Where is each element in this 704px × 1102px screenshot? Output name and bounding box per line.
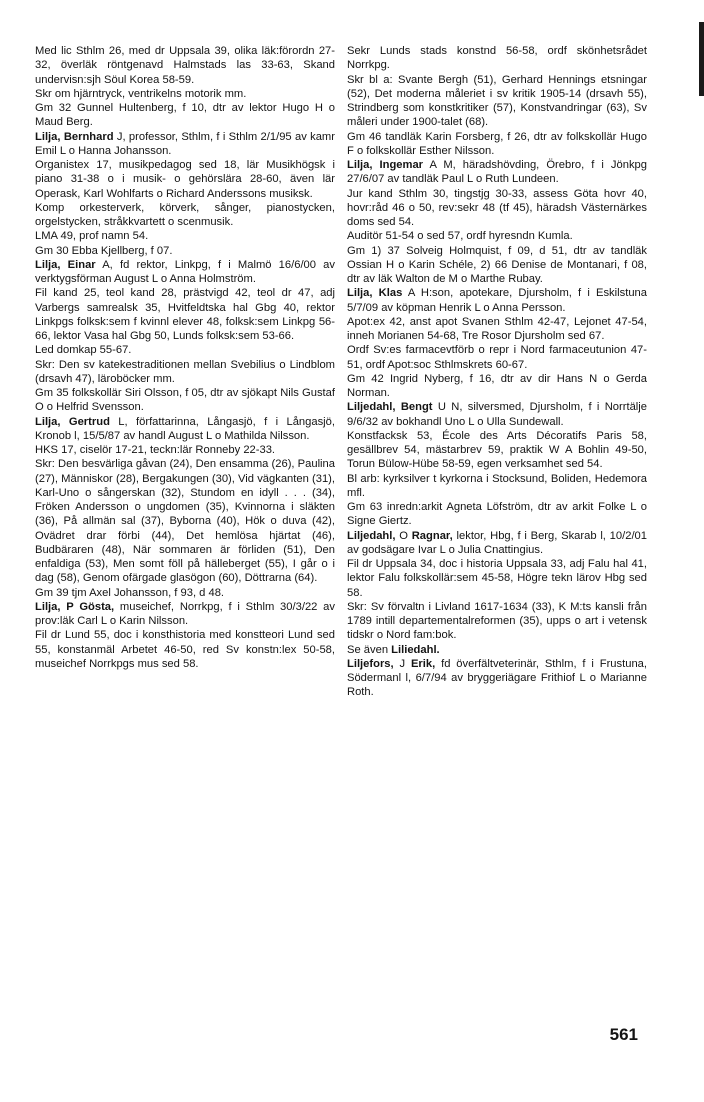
entry-text: Komp orkesterverk, körverk, sånger, pianostycken, orgelstycken, stråkkvartett o scenmusik. bbox=[35, 201, 335, 228]
person-entry bbox=[35, 130, 335, 159]
entry-text: Apot:ex 42, anst apot Svanen Sthlm 42-47, Lejonet 47-54, inneh Morianen 54-68, Tre Rosor Djursholm sed 67. bbox=[347, 315, 647, 342]
entry-text: U N, silversmed, Djursholm, f i Norrtälje 9/6/32 av bokhandl Uno L o Ulla Sundewall. bbox=[347, 401, 647, 428]
entry-line bbox=[35, 457, 335, 585]
entry-text: O bbox=[395, 529, 412, 542]
entry-text: J bbox=[393, 657, 411, 670]
person-entry bbox=[347, 400, 647, 429]
entry-text: Skr: Den sv katekestraditionen mellan Svebilius o Lindblom (drsavh 47), läroböcker mm. bbox=[35, 358, 335, 385]
entry-text: Skr: Sv förvaltn i Livland 1617-1634 (33), K M:ts kansli från 1789 intill departementalreformen (35), upps o art i vetensk tidskr o Nord fam:bok. bbox=[347, 600, 647, 642]
person-entry bbox=[347, 158, 647, 187]
entry-line bbox=[35, 201, 335, 230]
person-entry bbox=[347, 529, 647, 558]
entry-line bbox=[347, 130, 647, 159]
right-column bbox=[347, 44, 647, 700]
entry-text: Gm 63 inredn:arkit Agneta Löfström, dtr av arkit Folke L o Signe Giertz. bbox=[347, 501, 647, 528]
entry-line bbox=[347, 472, 647, 501]
entry-name: Ragnar, bbox=[411, 529, 453, 542]
entry-text: Led domkap 55-67. bbox=[35, 344, 132, 357]
entry-line bbox=[347, 244, 647, 287]
entry-name: Liljefors, bbox=[347, 657, 394, 670]
entry-line bbox=[35, 443, 335, 457]
entry-line bbox=[35, 586, 335, 600]
entry-line bbox=[347, 44, 647, 73]
entry-text: Gm 35 folkskollär Siri Olsson, f 05, dtr av sjökapt Nils Gustaf O o Helfrid Svensson. bbox=[35, 387, 335, 414]
entry-line bbox=[35, 358, 335, 387]
entry-text: A H:son, apotekare, Djursholm, f i Eskilstuna 5/7/09 av köpman Henrik L o Anna Persson. bbox=[347, 287, 647, 314]
entry-text: Gm 42 Ingrid Nyberg, f 16, dtr av dir Hans N o Gerda Norman. bbox=[347, 372, 647, 399]
entry-text: Gm 1) 37 Solveig Holmquist, f 09, d 51, dtr av tandläk Ossian H o Karin Schéle, 2) 66 Denise de Montanari, f 08, dtr av läk Walton de M o Marthe Rubay. bbox=[347, 244, 647, 285]
entry-line bbox=[35, 229, 335, 243]
entry-name: Lilja, Gertrud bbox=[35, 415, 110, 428]
entry-text: Organistex 17, musikpedagog sed 18, lär Musikhögsk i piano 31-38 o i musik- o gehörslära 28-60, även lär Operask, Karl Wohlfarts o Richard Anderssons musiksk. bbox=[35, 159, 335, 200]
entry-line bbox=[347, 315, 647, 344]
page-number: 561 bbox=[609, 1025, 638, 1044]
person-entry bbox=[347, 643, 647, 657]
entry-name: Lilja, Ingemar bbox=[347, 159, 424, 171]
entry-line bbox=[347, 73, 647, 130]
entry-text: lektor, Hbg, f i Berg, Skarab l, 10/2/01 av godsägare Ivar L o Julia Cnattingius. bbox=[347, 529, 647, 556]
entry-text: Jur kand Sthlm 30, tingstjg 30-33, assess Göta hovr 40, hovr:råd 46 o 50, rev:sekr 48 (tf 45), häradsh Västernärkes doms sed 54. bbox=[347, 187, 647, 228]
entry-line bbox=[347, 187, 647, 230]
entry-line bbox=[347, 343, 647, 372]
entry-name: Lilja, Bernhard bbox=[35, 130, 114, 143]
left-column bbox=[35, 44, 335, 671]
entry-line bbox=[35, 286, 335, 343]
entry-text: J, professor, Sthlm, f i Sthlm 2/1/95 av kamr Emil L o Hanna Johansson. bbox=[35, 130, 335, 157]
entry-text: L, författarinna, Långasjö, f i Långasjö, Kronob l, 15/5/87 av handl August L o Mathilda Nilsson. bbox=[35, 415, 336, 442]
entry-text: museichef, Norrkpg, f i Sthlm 30/3/22 av prov:läk Carl L o Karin Nilsson. bbox=[35, 600, 335, 627]
entry-line bbox=[35, 101, 335, 130]
entry-line bbox=[347, 429, 647, 472]
entry-text: HKS 17, ciselör 17-21, teckn:lär Ronneby 22-33. bbox=[35, 444, 276, 456]
page-edge-marker bbox=[699, 22, 704, 96]
entry-text: Gm 46 tandläk Karin Forsberg, f 26, dtr av folkskollär Hugo F o folkskollär Esther Nilsson. bbox=[347, 130, 647, 157]
entry-text: Konstfacksk 53, École des Arts Décoratifs Paris 58, gesällbrev 54, mästarbrev 59, praktik W A Bohlin 49-50, Torun Bülow-Hübe 58-59, egen verksamhet sed 54. bbox=[347, 429, 647, 471]
person-entry bbox=[347, 657, 647, 700]
entry-line bbox=[35, 44, 335, 87]
entry-line bbox=[347, 500, 647, 529]
entry-name: Lilja, P Gösta, bbox=[35, 600, 115, 613]
entry-text: A, fd rektor, Linkpg, f i Malmö 16/6/00 av verktygsförman August L o Anna Holmström. bbox=[35, 258, 335, 285]
entry-text: A M, häradshövding, Örebro, f i Jönkpg 27/6/07 av tandläk Paul L o Ruth Lundeen. bbox=[347, 159, 647, 186]
entry-line bbox=[35, 87, 335, 101]
entry-line bbox=[35, 343, 335, 357]
entry-text: Ordf Sv:es farmacevtförb o repr i Nord farmaceutunion 47-51, ordf Apot:soc Sthlmskrets 60-67. bbox=[347, 344, 647, 371]
person-entry bbox=[35, 258, 335, 287]
entry-text: Bl arb: kyrksilver t kyrkorna i Stocksund, Boliden, Hedemora mfl. bbox=[347, 472, 647, 499]
entry-text: Fil kand 25, teol kand 28, prästvigd 42, teol dr 47, adj Varbergs samrealsk 35, Hvitfeldtska hal Gbg 40, rektor Linkpgs folksk:sem f kvinnl elever 48, folksk:sem Linkpg 56-66, lektor Vasa hal Gbg 50, Lunds folksk:sem 53-66. bbox=[35, 287, 335, 342]
entry-line bbox=[35, 158, 335, 201]
entry-text: LMA 49, prof namn 54. bbox=[35, 230, 149, 243]
entry-name: Liljedahl, Bengt bbox=[347, 401, 433, 414]
entry-line bbox=[347, 372, 647, 401]
entry-name: Liliedahl. bbox=[391, 643, 440, 656]
entry-name: Liljedahl, bbox=[347, 529, 396, 542]
entry-text: Med lic Sthlm 26, med dr Uppsala 39, olika läk:förordn 27-32, överläk röntgenavd Halmstads las 33-63, Skand undervisn:sjh Söul Korea 58-59. bbox=[35, 45, 335, 86]
entry-line bbox=[35, 386, 335, 415]
person-entry bbox=[35, 600, 335, 629]
entry-name: Erik, bbox=[410, 657, 436, 670]
entry-text: Fil dr Uppsala 34, doc i historia Uppsala 33, adj Falu hal 41, lektor Falu folkskollär:sem 45-58, Högre tekn lärov Hbg sed 58. bbox=[347, 558, 647, 599]
entry-text: Skr om hjärntryck, ventrikelns motorik mm. bbox=[35, 87, 247, 100]
person-entry bbox=[347, 286, 647, 315]
entry-line bbox=[347, 557, 647, 600]
entry-text: Sekr Lunds stads konstnd 56-58, ordf skönhetsrådet Norrkpg. bbox=[347, 45, 647, 72]
entry-text: Gm 32 Gunnel Hultenberg, f 10, dtr av lektor Hugo H o Maud Berg. bbox=[35, 102, 335, 129]
entry-text: Auditör 51-54 o sed 57, ordf hyresndn Kumla. bbox=[347, 230, 573, 243]
entry-name: Lilja, Klas bbox=[347, 287, 403, 300]
entry-text: fd överfältveterinär, Sthlm, f i Frustuna, Södermanl l, 6/7/94 av bryggeriägare Frithiof L o Marianne Roth. bbox=[347, 657, 647, 699]
entry-text: Skr: Den besvärliga gåvan (24), Den ensamma (26), Paulina (27), Människor (28), Bergakungen (30), Vid vägkanten (31), Karl-Uno o sångerskan (32), Stundom en idyll . . . (34), Fröken Andersson o ungdomen (35), Kvinnorna i släkten (36), På allmän sal (37), Byborna (40), Hök o duva (42), Ovädret drar förbi (44), Det hemlösa hjärtat (46), Budbäraren (48), När sommaren är förliden (51), Den enfaldiga (53), Men somt föll på hälleberget (55), I går o i dag (58), Genom ofärgade glasögon (60), Döttrarna (64). bbox=[35, 458, 335, 585]
entry-text: Fil dr Lund 55, doc i konsthistoria med konstteori Lund sed 55, konstanmäl Arbetet 46-50, red Sv konstn:lex 50-58, museichef Norrkpgs mus sed 58. bbox=[35, 629, 335, 670]
entry-line bbox=[347, 229, 647, 243]
entry-line bbox=[347, 600, 647, 643]
entry-text: Gm 30 Ebba Kjellberg, f 07. bbox=[35, 244, 173, 257]
entry-line bbox=[35, 244, 335, 258]
entry-text: Se även bbox=[347, 643, 392, 656]
entry-name: Lilja, Einar bbox=[35, 258, 96, 271]
entry-text: Skr bl a: Svante Bergh (51), Gerhard Hennings etsningar (52), Det moderna måleriet i sv kritik 1905-14 (drsavh 55), Strindberg som konstkritiker (57), Konstvandringar (63), Sv måleri under 1900-talet (68). bbox=[347, 73, 647, 129]
entry-line bbox=[35, 628, 335, 671]
person-entry bbox=[35, 415, 335, 444]
entry-text: Gm 39 tjm Axel Johansson, f 93, d 48. bbox=[35, 586, 225, 599]
